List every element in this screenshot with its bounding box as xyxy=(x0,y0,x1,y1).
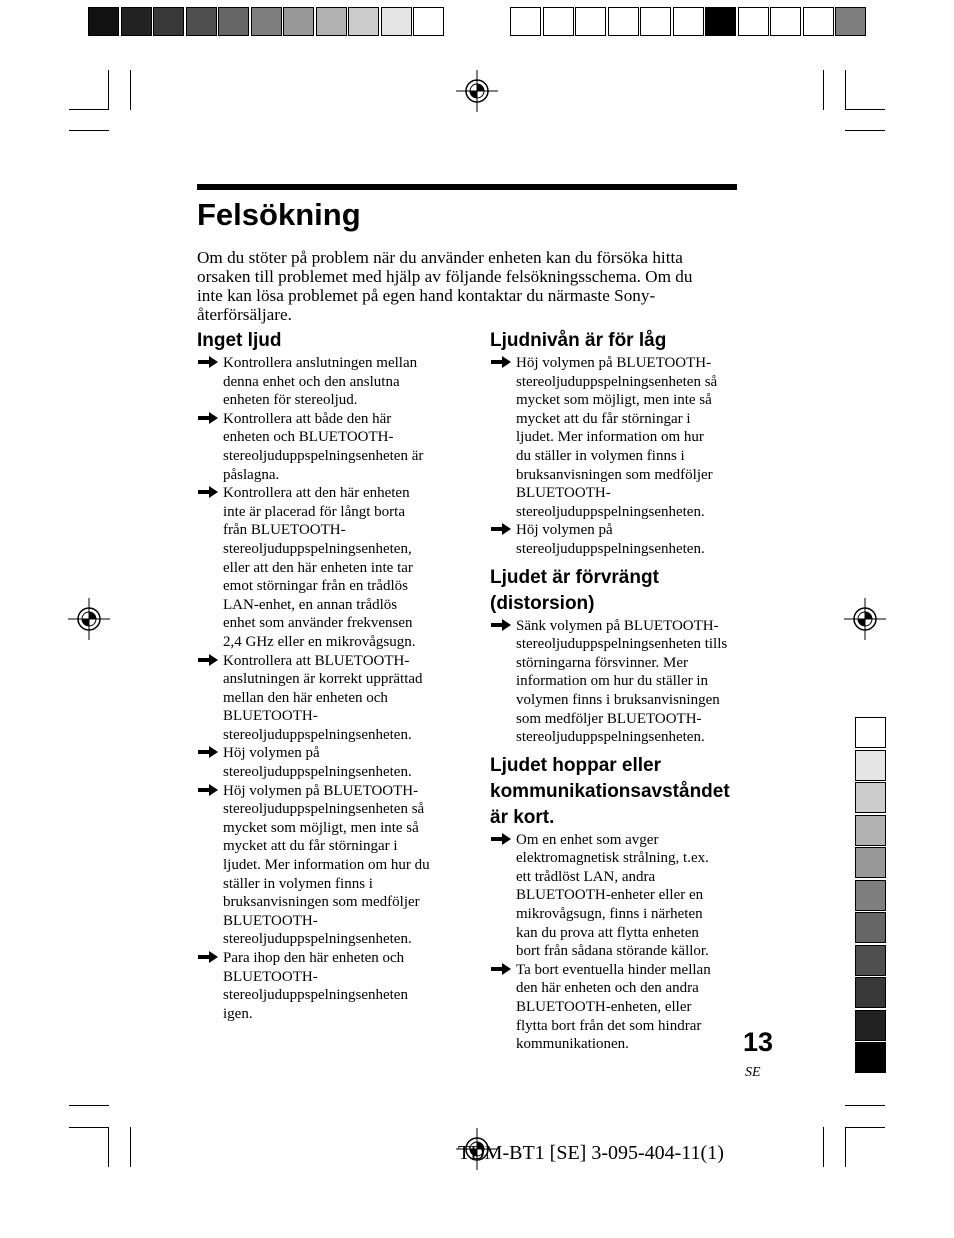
bullet-text-line: enheten och BLUETOOTH- xyxy=(223,429,394,446)
arrow-right-icon xyxy=(490,962,512,976)
bullet-text-line: Höj volymen på xyxy=(223,745,320,762)
bullet-text-line: mycket att du får störningar i xyxy=(223,838,398,855)
bullet-text-line: ett trådlöst LAN, andra xyxy=(516,868,656,885)
bullet-text-line: Sänk volymen på BLUETOOTH- xyxy=(516,617,719,634)
bullet-item xyxy=(197,354,457,410)
arrow-right-icon xyxy=(197,745,219,759)
bullet-text-line: stereoljuduppspelningsenheten. xyxy=(223,931,412,948)
bullet-item xyxy=(197,410,457,484)
page-title: Felsökning xyxy=(197,197,361,232)
color-swatch xyxy=(608,7,639,36)
intro-line: Om du stöter på problem när du använder enheten kan du försöka hitta xyxy=(197,248,683,267)
color-swatch xyxy=(88,7,119,36)
bullet-text-line: information om hur du ställer in xyxy=(516,673,709,690)
color-swatch xyxy=(218,7,249,36)
intro-paragraph xyxy=(197,248,742,324)
right-column xyxy=(490,328,750,1054)
section-heading-line: Ljudet hoppar eller xyxy=(490,754,662,776)
color-swatch xyxy=(855,717,886,748)
bullet-text-line: denna enhet och den anslutna xyxy=(223,373,400,390)
bullet-text-line: ljudet. Mer information om hur du xyxy=(223,857,430,874)
crop-mark xyxy=(845,1127,885,1128)
bullet-text-line: stereoljuduppspelningsenheten så xyxy=(516,373,718,390)
color-swatch xyxy=(283,7,314,36)
color-swatch xyxy=(153,7,184,36)
bullet-text-line: bruksanvisningen som medföljer xyxy=(223,894,420,911)
crop-mark xyxy=(823,70,824,110)
bullet-text-line: kommunikationen. xyxy=(516,1036,629,1053)
color-swatch xyxy=(510,7,541,36)
bullet-text-line: stereoljuduppspelningsenheten. xyxy=(516,503,705,520)
color-swatch xyxy=(640,7,671,36)
color-swatch xyxy=(855,977,886,1008)
bullet-text-line: Höj volymen på BLUETOOTH- xyxy=(223,782,419,799)
bullet-text-line: eller att den här enheten inte tar xyxy=(223,559,413,576)
bullet-text-line: Ta bort eventuella hinder mellan xyxy=(516,961,711,978)
bullet-text-line: mycket som möjligt, men inte så xyxy=(223,819,419,836)
crop-mark xyxy=(69,1105,109,1106)
bullet-text-line: LAN-enhet, en annan trådlös xyxy=(223,596,398,613)
title-rule xyxy=(197,184,737,190)
color-swatch xyxy=(855,880,886,911)
bullet-text-line: Kontrollera att både den här xyxy=(223,410,392,427)
bullet-text-line: BLUETOOTH-enheter eller en xyxy=(516,887,704,904)
bullet-text-line: stereoljuduppspelningsenheten. xyxy=(223,764,412,781)
section-heading xyxy=(490,565,750,617)
crop-mark xyxy=(845,109,885,110)
arrow-right-icon xyxy=(197,485,219,499)
color-swatch xyxy=(855,847,886,878)
arrow-right-icon xyxy=(197,355,219,369)
bullet-text-line: Kontrollera att den här enheten xyxy=(223,485,410,502)
registration-mark-icon xyxy=(68,598,110,640)
color-swatch xyxy=(738,7,769,36)
arrow-right-icon xyxy=(197,411,219,425)
arrow-right-icon xyxy=(490,618,512,632)
bullet-text-line: mellan den här enheten och xyxy=(223,689,388,706)
arrow-right-icon xyxy=(490,832,512,846)
bullet-text-line: emot störningar från en trådlös xyxy=(223,578,408,595)
bullet-text-line: flytta bort från det som hindrar xyxy=(516,1017,702,1034)
bullet-text-line: som medföljer BLUETOOTH- xyxy=(516,710,702,727)
bullet-text-line: 2,4 GHz eller en mikrovågsugn. xyxy=(223,633,416,650)
intro-line: orsaken till problemet med hjälp av följande felsökningsschema. Om du xyxy=(197,267,693,286)
bullet-text-line: mycket att du får störningar i xyxy=(516,410,691,427)
crop-mark xyxy=(845,1127,846,1167)
bullet-text-line: BLUETOOTH- xyxy=(223,968,318,985)
bullet-text-line: BLUETOOTH- xyxy=(516,485,611,502)
section-heading xyxy=(490,753,750,831)
bullet-text-line: Kontrollera anslutningen mellan xyxy=(223,355,418,371)
bullet-text-line: ställer in volymen finns i xyxy=(223,875,373,892)
left-column xyxy=(197,328,457,1023)
color-swatch xyxy=(251,7,282,36)
color-swatch xyxy=(316,7,347,36)
crop-mark xyxy=(69,1127,109,1128)
color-swatch xyxy=(855,945,886,976)
color-swatch xyxy=(413,7,444,36)
bullet-text-line: enhet som använder frekvensen xyxy=(223,615,413,632)
bullet-text-line: påslagna. xyxy=(223,466,280,483)
section-heading-line: Inget ljud xyxy=(197,330,282,351)
bullet-text-line: elektromagnetisk strålning, t.ex. xyxy=(516,850,709,867)
color-swatch xyxy=(705,7,736,36)
color-swatch xyxy=(835,7,866,36)
bullet-text-line: störningarna försvinner. Mer xyxy=(516,654,689,671)
crop-mark xyxy=(108,1127,109,1167)
color-swatch xyxy=(121,7,152,36)
bullet-text-line: mycket som möjligt, men inte så xyxy=(516,392,712,409)
color-swatch xyxy=(575,7,606,36)
bullet-text-line: Höj volymen på BLUETOOTH- xyxy=(516,355,712,371)
intro-line: återförsäljare. xyxy=(197,305,292,324)
crop-mark xyxy=(845,130,885,131)
bullet-text-line: Höj volymen på xyxy=(516,522,613,539)
crop-mark xyxy=(130,1127,131,1167)
color-swatch xyxy=(348,7,379,36)
bullet-item xyxy=(197,484,457,651)
crop-mark xyxy=(130,70,131,110)
bullet-text-line: BLUETOOTH-enheten, eller xyxy=(516,999,692,1016)
page-language-code: SE xyxy=(745,1065,761,1080)
crop-mark xyxy=(823,1127,824,1167)
bullet-item xyxy=(490,521,750,558)
bullet-item xyxy=(490,831,750,961)
arrow-right-icon xyxy=(197,950,219,964)
bullet-text-line: du ställer in volymen finns i xyxy=(516,447,685,464)
bullet-text-line: stereoljuduppspelningsenheten, xyxy=(223,540,412,557)
section-heading-line: Ljudnivån är för låg xyxy=(490,330,667,351)
intro-line: inte kan lösa problemet på egen hand kontaktar du närmaste Sony- xyxy=(197,286,656,305)
bullet-text-line: Para ihop den här enheten och xyxy=(223,950,405,966)
document-code: TDM-BT1 [SE] 3-095-404-11(1) xyxy=(458,1142,724,1164)
bullet-text-line: stereoljuduppspelningsenheten. xyxy=(223,726,412,743)
bullet-text-line: kan du prova att flytta enheten xyxy=(516,924,699,941)
color-swatch xyxy=(855,1010,886,1041)
section-heading xyxy=(490,328,750,354)
color-swatch xyxy=(381,7,412,36)
bullet-text-line: BLUETOOTH- xyxy=(223,912,318,929)
color-swatch xyxy=(855,815,886,846)
bullet-text-line: Kontrollera att BLUETOOTH- xyxy=(223,652,410,669)
section-heading-line: kommunikationsavståndet xyxy=(490,780,730,802)
crop-mark xyxy=(69,130,109,131)
bullet-text-line: stereoljuduppspelningsenheten så xyxy=(223,801,425,818)
bullet-text-line: stereoljuduppspelningsenheten xyxy=(223,987,408,1004)
bullet-text-line: anslutningen är korrekt upprättad xyxy=(223,671,423,688)
arrow-right-icon xyxy=(490,355,512,369)
section-heading-line: Ljudet är förvrängt xyxy=(490,566,659,588)
bullet-text-line: enheten för stereoljud. xyxy=(223,392,358,409)
color-swatch xyxy=(186,7,217,36)
bullet-item xyxy=(490,354,750,521)
crop-mark xyxy=(69,109,109,110)
bullet-text-line: igen. xyxy=(223,1005,253,1022)
bullet-item xyxy=(490,961,750,1054)
color-swatch xyxy=(803,7,834,36)
bullet-text-line: bort från sådana störande källor. xyxy=(516,943,709,960)
bullet-text-line: från BLUETOOTH- xyxy=(223,522,346,539)
section-heading xyxy=(197,328,457,354)
color-swatch xyxy=(855,912,886,943)
page-number: 13 xyxy=(743,1027,774,1057)
color-swatch xyxy=(543,7,574,36)
bullet-text-line: stereoljuduppspelningsenheten. xyxy=(516,729,705,746)
color-swatch xyxy=(673,7,704,36)
crop-mark xyxy=(845,1105,885,1106)
bullet-text-line: den här enheten och den andra xyxy=(516,980,699,997)
bullet-text-line: stereoljuduppspelningsenheten tills xyxy=(516,636,728,653)
bullet-text-line: volymen finns i bruksanvisningen xyxy=(516,691,720,708)
bullet-item xyxy=(197,782,457,949)
color-swatch xyxy=(770,7,801,36)
bullet-text-line: bruksanvisningen som medföljer xyxy=(516,466,713,483)
crop-mark xyxy=(108,70,109,110)
bullet-item xyxy=(197,949,457,1023)
bullet-text-line: mikrovågsugn, finns i närheten xyxy=(516,906,703,923)
bullet-item xyxy=(197,652,457,745)
bullet-text-line: inte är placerad för långt borta xyxy=(223,503,405,520)
color-swatch xyxy=(855,1042,886,1073)
bullet-text-line: ljudet. Mer information om hur xyxy=(516,429,704,446)
section-heading-line: (distorsion) xyxy=(490,592,595,614)
bullet-text-line: stereoljuduppspelningsenheten. xyxy=(516,540,705,557)
arrow-right-icon xyxy=(197,653,219,667)
color-swatch xyxy=(855,782,886,813)
registration-mark-icon xyxy=(456,70,498,112)
registration-mark-icon xyxy=(844,598,886,640)
arrow-right-icon xyxy=(490,522,512,536)
section-heading-line: är kort. xyxy=(490,806,555,828)
color-swatch xyxy=(855,750,886,781)
crop-mark xyxy=(845,70,846,110)
bullet-text-line: stereoljuduppspelningsenheten är xyxy=(223,447,424,464)
bullet-item xyxy=(197,744,457,781)
arrow-right-icon xyxy=(197,783,219,797)
bullet-item xyxy=(490,617,750,747)
bullet-text-line: Om en enhet som avger xyxy=(516,831,659,848)
bullet-text-line: BLUETOOTH- xyxy=(223,708,318,725)
